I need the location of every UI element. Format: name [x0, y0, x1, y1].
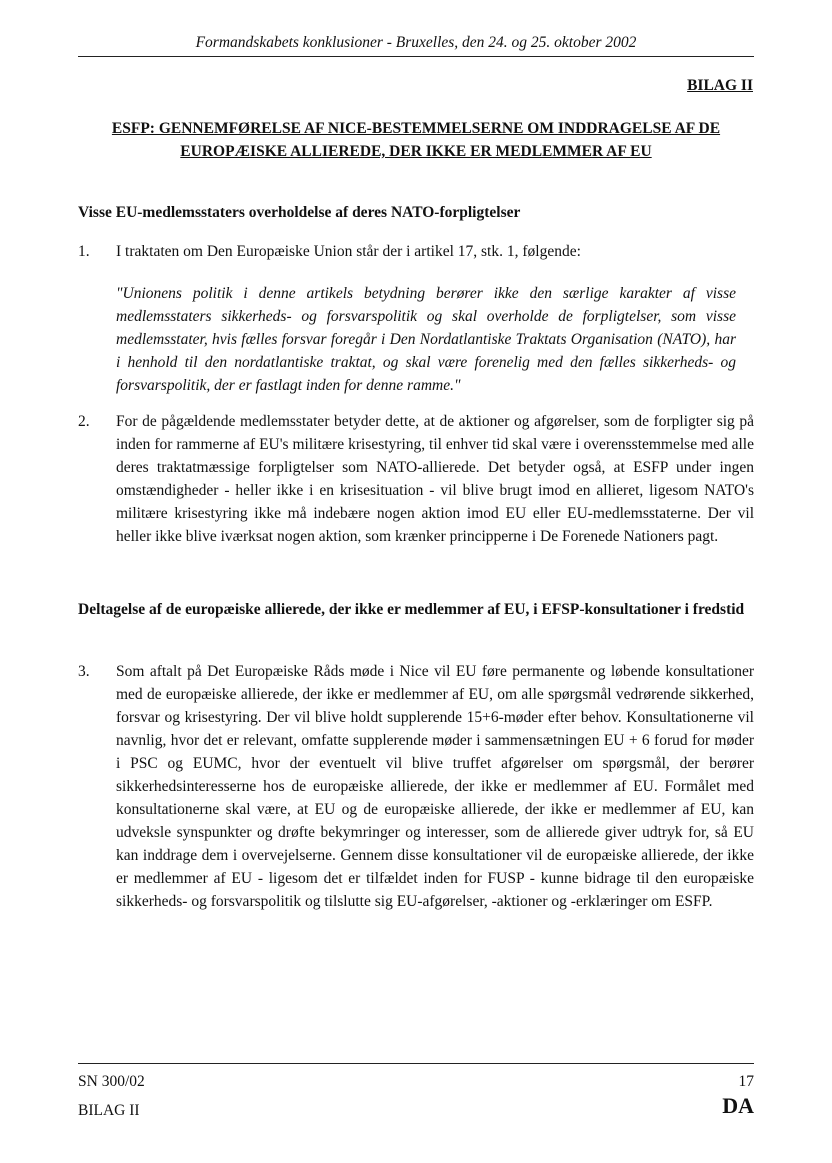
section-heading: Visse EU-medlemsstaters overholdelse af deres NATO-forpligtelser	[78, 204, 521, 221]
paragraph-text: I traktaten om Den Europæiske Union står der i artikel 17, stk. 1, følgende:	[116, 243, 581, 260]
treaty-quote: "Unionens politik i denne artikels betydning berører ikke den særlige karakter af visse medlemsstaters sikkerheds- og forsvarspolitik og skal overholde de forpligtelser, som visse medlemsstater, hvis fælles forsvar foregår i Den Nordatlantiske Traktats Organisation (NATO), har i henhold til den nordatlantiske traktat, og skal være forenelig med den fælles sikkerheds- og forsvarspolitik, der er fastlagt inden for denne ramme."	[116, 285, 736, 394]
footer-annex: BILAG II	[78, 1102, 140, 1119]
section-heading: Deltagelse af de europæiske allierede, der ikke er medlemmer af EU, i EFSP-konsultationer i fredstid	[78, 601, 745, 618]
paragraph-number: 3.	[78, 663, 90, 680]
language-code: DA	[722, 1093, 754, 1118]
numbered-paragraph	[78, 660, 754, 913]
footer-rule	[78, 1063, 754, 1064]
numbered-paragraph	[78, 240, 754, 263]
annex-label: BILAG II	[687, 77, 753, 94]
paragraph-text: Som aftalt på Det Europæiske Råds møde i Nice vil EU føre permanente og løbende konsultationer med de europæiske allierede, der ikke er medlemmer af EU, om alle spørgsmål vedrørende sikkerhed, forsvar og krisestyring. Der vil blive holdt supplerende 15+6-møder efter behov. Konsultationerne vil navnlig, hvor det er relevant, omfatte supplerende møder i sammensætningen EU + 6 forud for møder i PSC og EUMC, hvor der eventuelt vil blive truffet afgørelser om spørgsmål, der berører sikkerhedsinteresserne hos de europæiske allierede, der ikke er medlemmer af EU. Formålet med konsultationerne skal være, at EU og de europæiske allierede, der ikke er medlemmer af EU, kan udveksle synspunkter og drøfte bekymringer og interesser, som de allierede giver udtryk for, så EU kan inddrage dem i overvejelserne. Gennem disse konsultationer vil de europæiske allierede, der ikke er medlemmer af EU - ligesom det er tilfældet inden for FUSP - kunne bidrage til den europæiske sikkerheds- og forsvarspolitik og tilslutte sig EU-afgørelser, -aktioner og -erklæringer om ESFP.	[116, 663, 754, 910]
paragraph-number: 2.	[78, 413, 90, 430]
running-header: Formandskabets konklusioner - Bruxelles, den 24. og 25. oktober 2002	[195, 34, 637, 51]
page-number: 17	[738, 1073, 754, 1090]
numbered-paragraph	[78, 410, 754, 548]
document-reference: SN 300/02	[78, 1073, 145, 1090]
header-rule	[78, 56, 754, 57]
paragraph-text: For de pågældende medlemsstater betyder dette, at de aktioner og afgørelser, som de forpligter sig på inden for rammerne af EU's militære krisestyring, til enhver tid skal være i overensstemmelse med alle deres traktatmæssige forpligtelser som NATO-allierede. Det betyder også, at ESFP under ingen omstændigheder - heller ikke i en krisesituation - vil blive brugt imod en allieret, ligesom NATO's militære krisestyring ikke må indebære nogen aktion imod EU eller EU-medlemsstaterne. Der vil heller ikke blive iværksat nogen aktion, som krænker principperne i De Forenede Nationers pagt.	[116, 413, 754, 545]
paragraph-number: 1.	[78, 243, 90, 260]
document-title: ESFP: GENNEMFØRELSE AF NICE-BESTEMMELSERNE OM INDDRAGELSE AF DE EUROPÆISKE ALLIEREDE, DER IKKE ER MEDLEMMER AF EU	[111, 120, 721, 160]
